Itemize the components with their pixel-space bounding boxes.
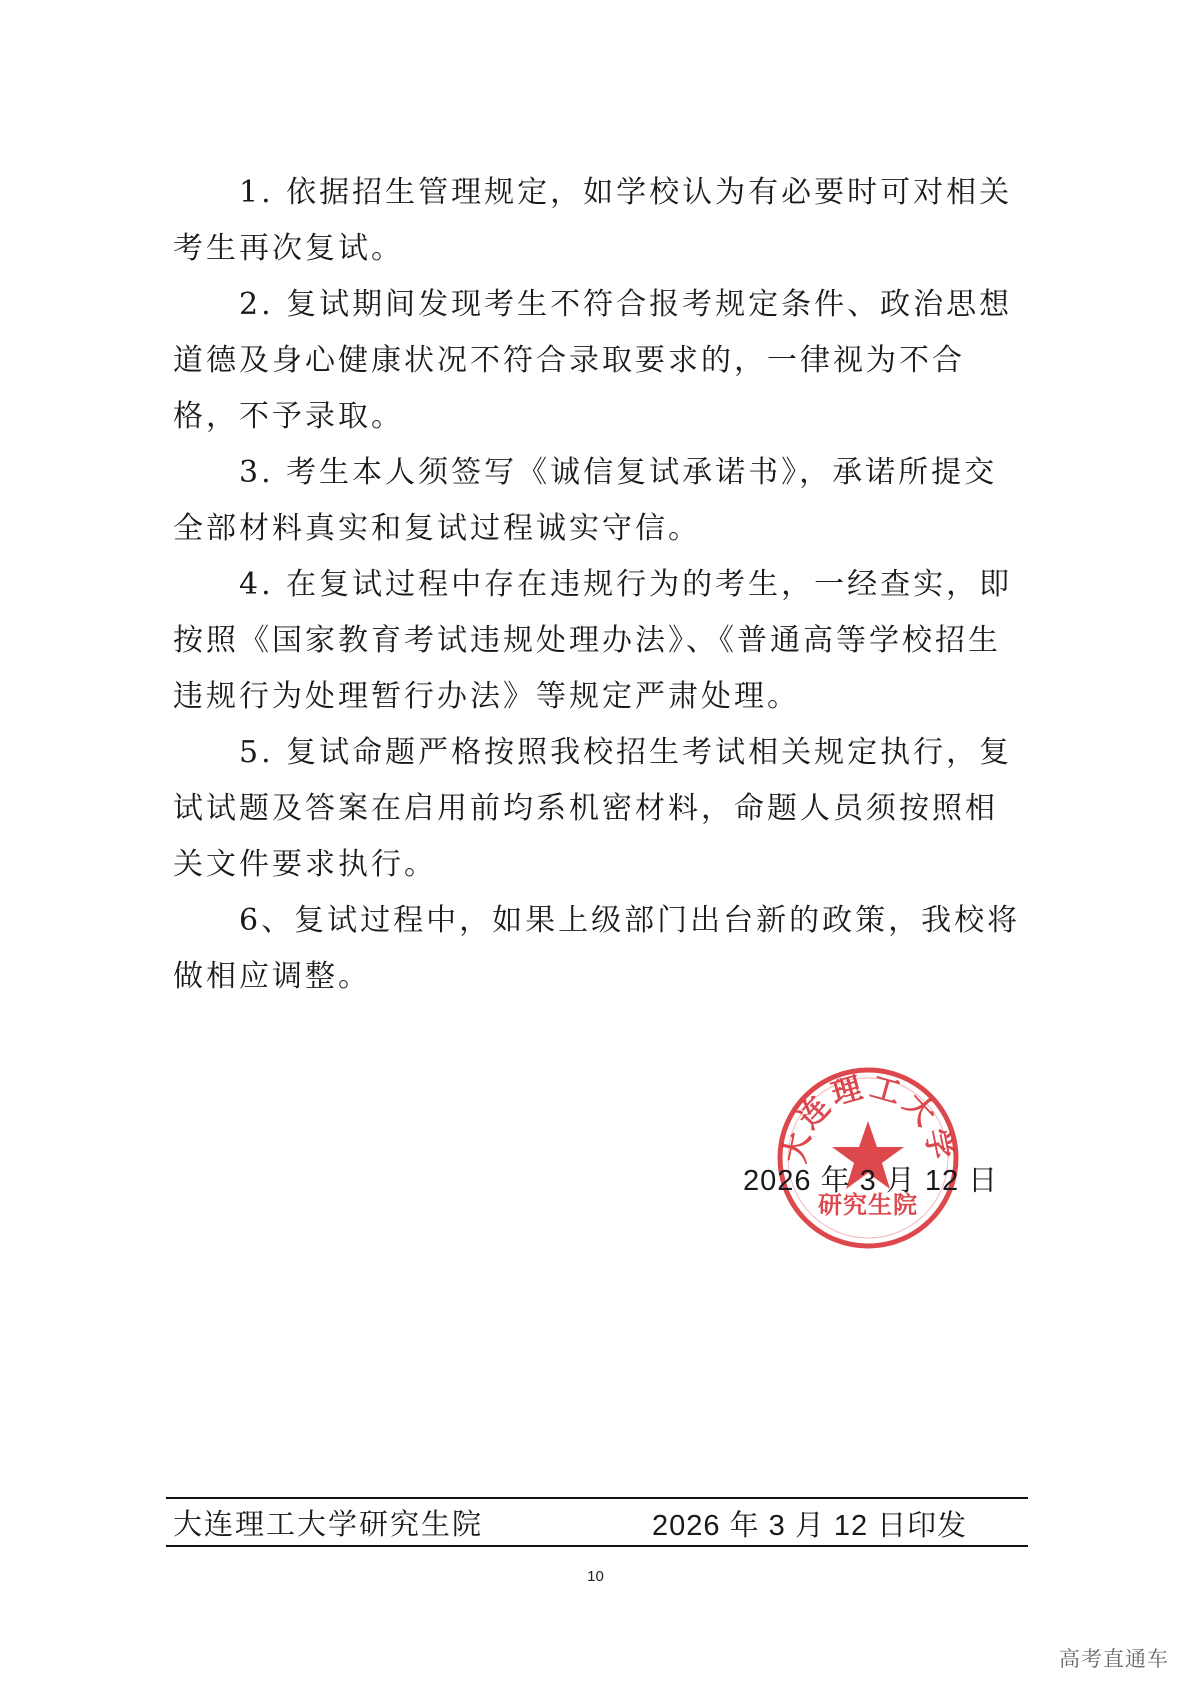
paragraph-1: 1. 依据招生管理规定，如学校认为有必要时可对相关考生再次复试。 [173, 175, 1013, 266]
paragraph-4: 4. 在复试过程中存在违规行为的考生，一经查实，即按照《国家教育考试违规处理办法》、《普通高等学校招生违规行为处理暂行办法》等规定严肃处理。 [173, 567, 1013, 714]
paragraph-5: 5. 复试命题严格按照我校招生考试相关规定执行，复试试题及答案在启用前均系机密材料，命题人员须按照相关文件要求执行。 [173, 735, 1013, 882]
footer-issuer: 大连理工大学研究生院 [173, 1507, 484, 1541]
footer-bottom-rule [166, 1545, 1028, 1547]
footer-issue-date: 2026 年 3 月 12 日印发 [652, 1510, 968, 1542]
signature-date: 2026 年 3 月 12 日 [743, 1165, 999, 1197]
paragraph-2: 2. 复试期间发现考生不符合报考规定条件、政治思想道德及身心健康状况不符合录取要求的，一律视为不合格，不予录取。 [173, 287, 1013, 434]
document-body [173, 165, 1028, 1005]
page-number: 10 [587, 1568, 604, 1585]
seal-bottom-text: 研究生院 [818, 1191, 918, 1219]
paragraph-3: 3. 考生本人须签写《诚信复试承诺书》，承诺所提交全部材料真实和复试过程诚实守信。 [173, 455, 998, 546]
paragraph-6: 6、复试过程中，如果上级部门出台新的政策，我校将做相应调整。 [173, 903, 1021, 994]
footer-top-rule [166, 1497, 1028, 1499]
seal-top-text: 大连理工大学 [777, 1069, 959, 1167]
watermark: 高考直通车 [1059, 1647, 1169, 1671]
